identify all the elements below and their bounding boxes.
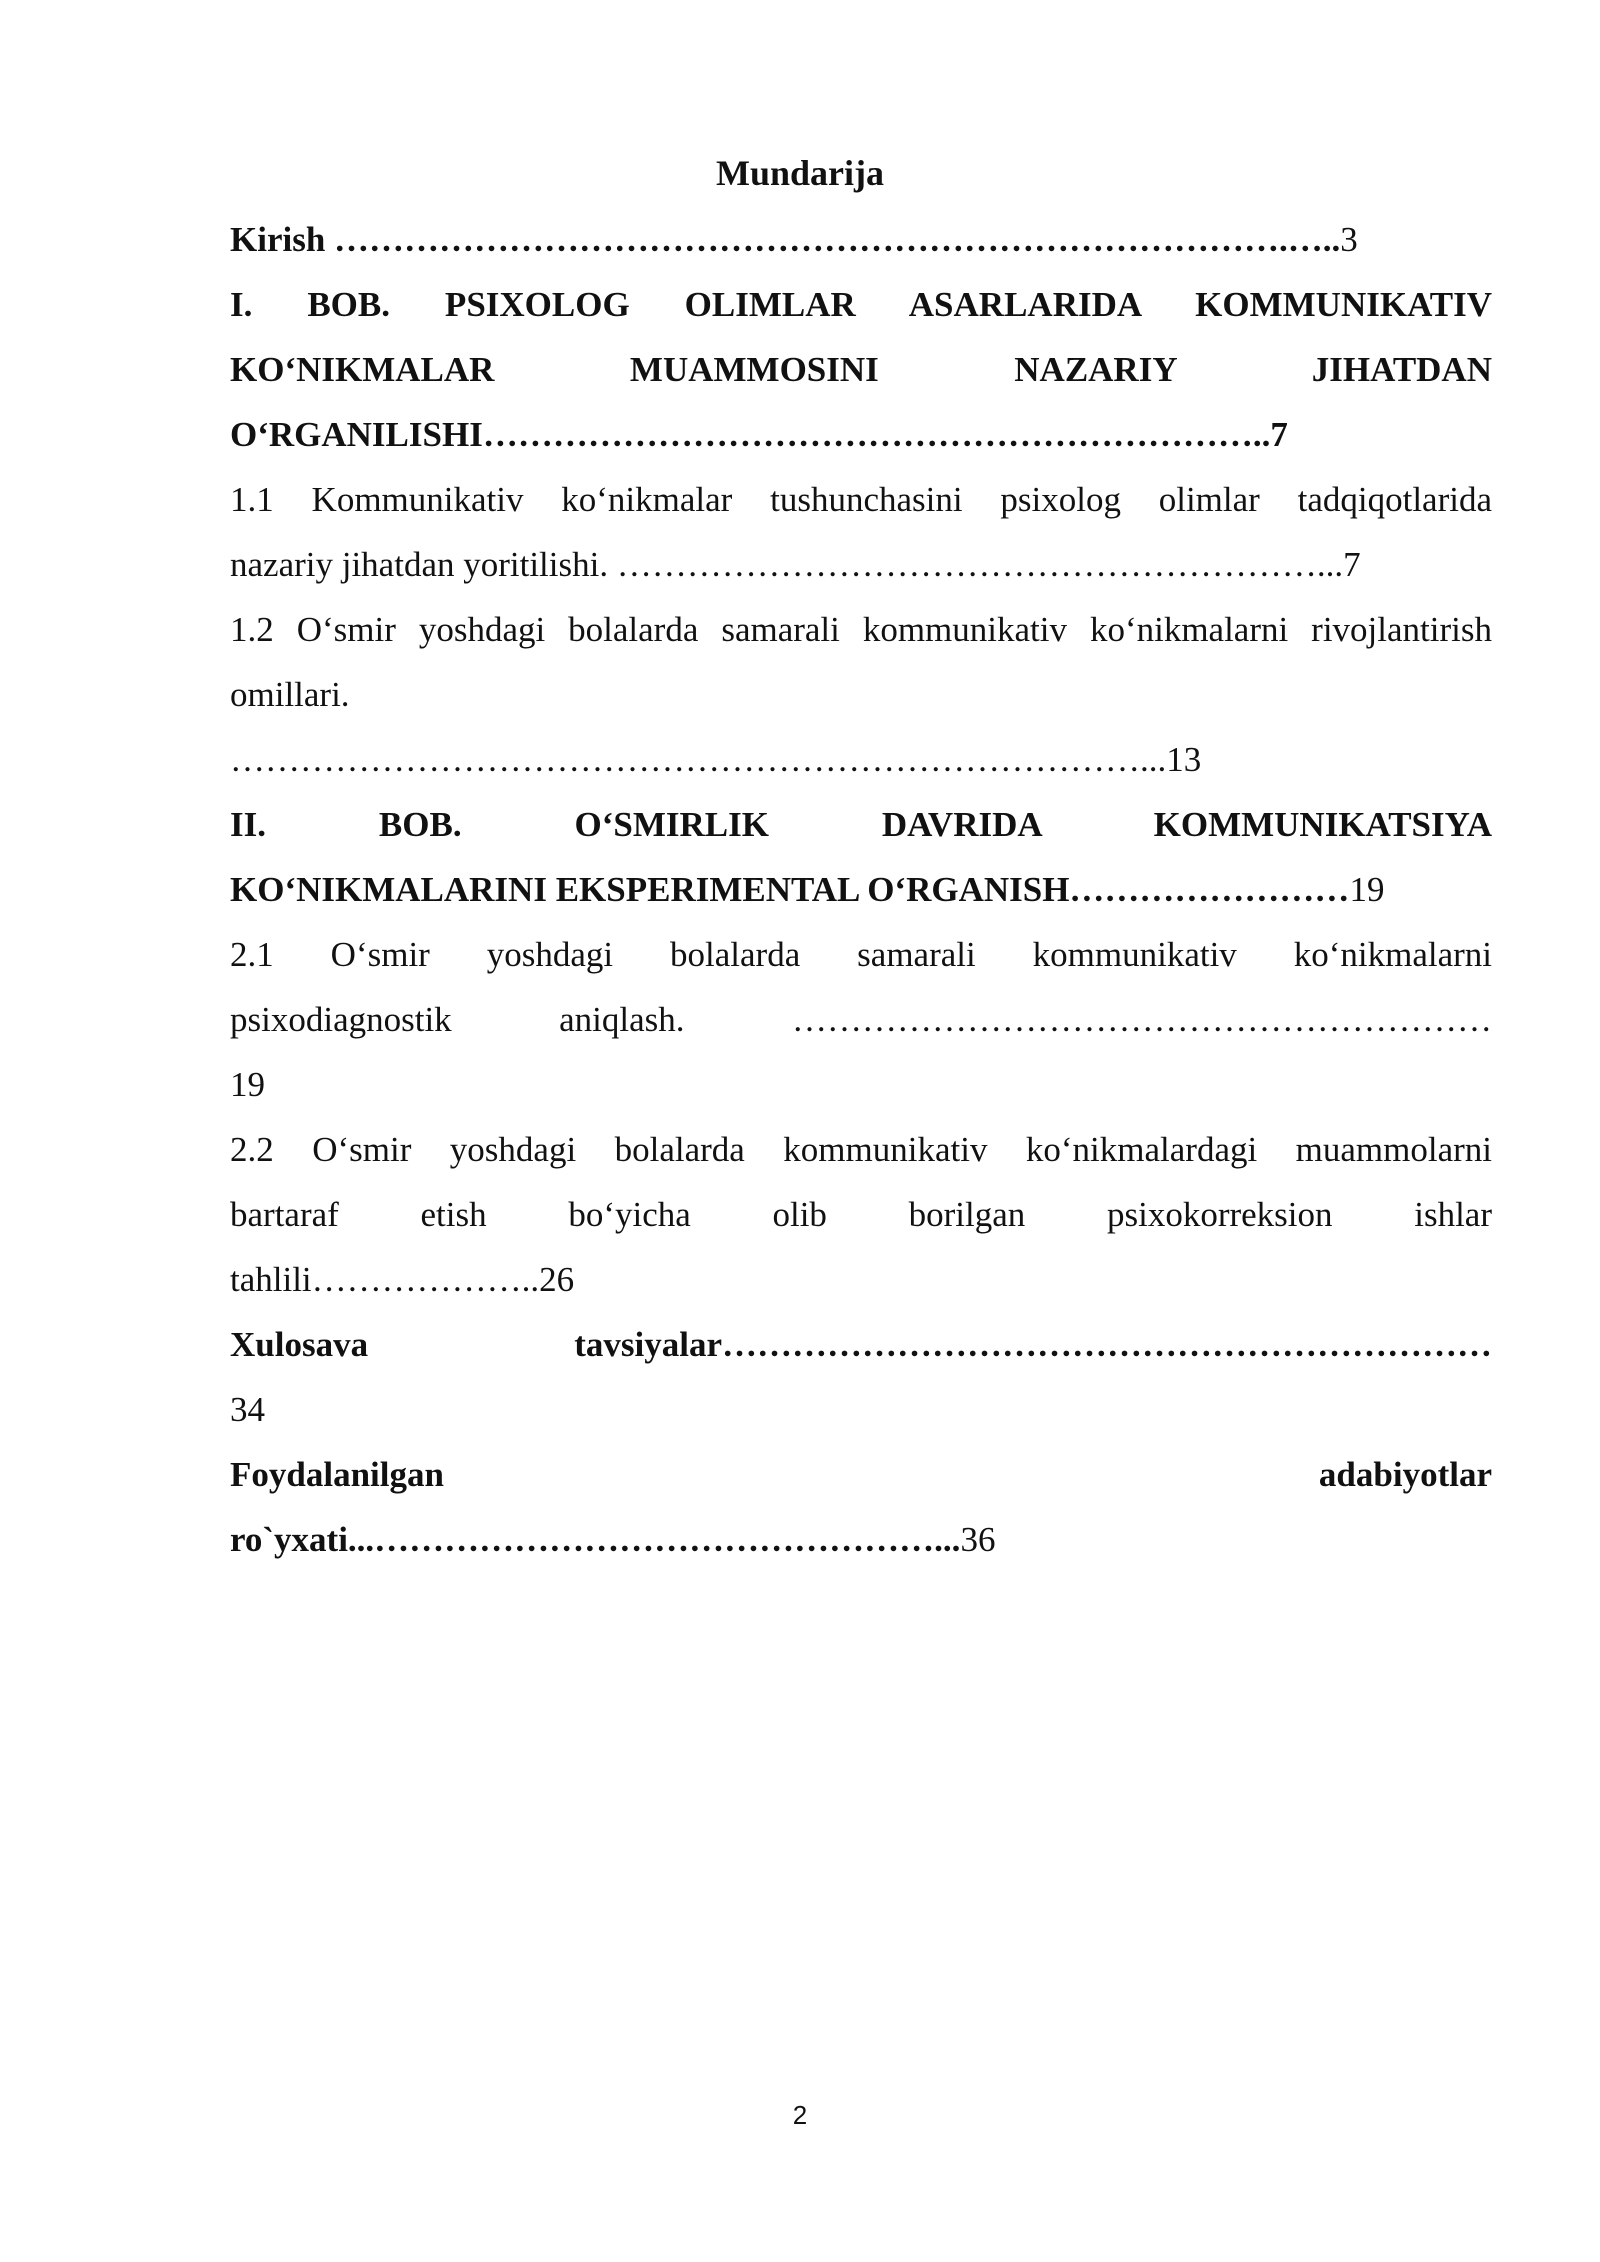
- toc-section-2-2-line-3[interactable]: tahlili………………..26: [230, 1260, 575, 1299]
- toc-chapter-1-line-2[interactable]: KO‘NIKMALAR MUAMMOSINI NAZARIY JIHATDAN: [230, 350, 1492, 389]
- toc-chapter-1-line-3[interactable]: O‘RGANILISHI…………………………………………………………..7: [230, 415, 1288, 454]
- section-1-2-leader-dots: ……………………………………………………………………...: [230, 740, 1167, 779]
- toc-section-1-2-line-3[interactable]: [230, 735, 1492, 785]
- toc-section-2-1-line-3[interactable]: 19: [230, 1065, 265, 1104]
- kirish-label: Kirish: [230, 220, 326, 259]
- chapter-2-page-number: 19: [1349, 870, 1385, 909]
- toc-section-2-1-line-1[interactable]: 2.1 O‘smir yoshdagi bolalarda samarali kommunikativ ko‘nikmalarni: [230, 935, 1492, 974]
- references-title-text: ro`yxati...…………………………………………...: [230, 1520, 961, 1559]
- toc-section-2-2-line-1[interactable]: 2.2 O‘smir yoshdagi bolalarda kommunikativ ko‘nikmalardagi muammolarni: [230, 1130, 1492, 1169]
- toc-conclusion-line-2[interactable]: 34: [230, 1390, 265, 1429]
- toc-section-1-1-line-1[interactable]: 1.1 Kommunikativ ko‘nikmalar tushunchasini psixolog olimlar tadqiqotlarida: [230, 480, 1492, 519]
- toc-section-2-1-line-2[interactable]: psixodiagnostik aniqlash. ……………………………………………………: [230, 1000, 1492, 1039]
- kirish-page-number: 3: [1340, 220, 1358, 259]
- toc-section-1-2-line-1[interactable]: 1.2 O‘smir yoshdagi bolalarda samarali kommunikativ ko‘nikmalarni rivojlantirish: [230, 610, 1492, 649]
- kirish-leader-dots: ……………………………………………………………………….…..: [334, 220, 1341, 259]
- toc-chapter-1-line-1[interactable]: I. BOB. PSIXOLOG OLIMLAR ASARLARIDA KOMMUNIKATIV: [230, 285, 1492, 324]
- toc-chapter-2-line-1[interactable]: II. BOB. O‘SMIRLIK DAVRIDA KOMMUNIKATSIYA: [230, 805, 1492, 844]
- chapter-2-title-text: KO‘NIKMALARINI EKSPERIMENTAL O‘RGANISH……………………: [230, 870, 1350, 909]
- page-number: 2: [792, 2100, 808, 2130]
- toc-section-1-1-line-2[interactable]: nazariy jihatdan yoritilishi. ……………………………………………………...7: [230, 545, 1361, 584]
- toc-references-line-2[interactable]: [230, 1515, 1492, 1565]
- toc-section-2-2-line-2[interactable]: bartaraf etish bo‘yicha olib borilgan psixokorreksion ishlar: [230, 1195, 1492, 1234]
- toc-conclusion-line-1[interactable]: Xulosava tavsiyalar…………………………………………………………: [230, 1325, 1492, 1364]
- section-1-2-page-number: 13: [1166, 740, 1202, 779]
- toc-section-1-2-line-2[interactable]: omillari.: [230, 675, 350, 714]
- toc-chapter-2-line-2[interactable]: [230, 865, 1492, 915]
- toc-references-line-1[interactable]: Foydalanilgan adabiyotlar: [230, 1455, 1492, 1494]
- references-page-number: 36: [960, 1520, 996, 1559]
- toc-title: Mundarija: [715, 153, 884, 193]
- toc-entry-kirish[interactable]: [230, 215, 1492, 265]
